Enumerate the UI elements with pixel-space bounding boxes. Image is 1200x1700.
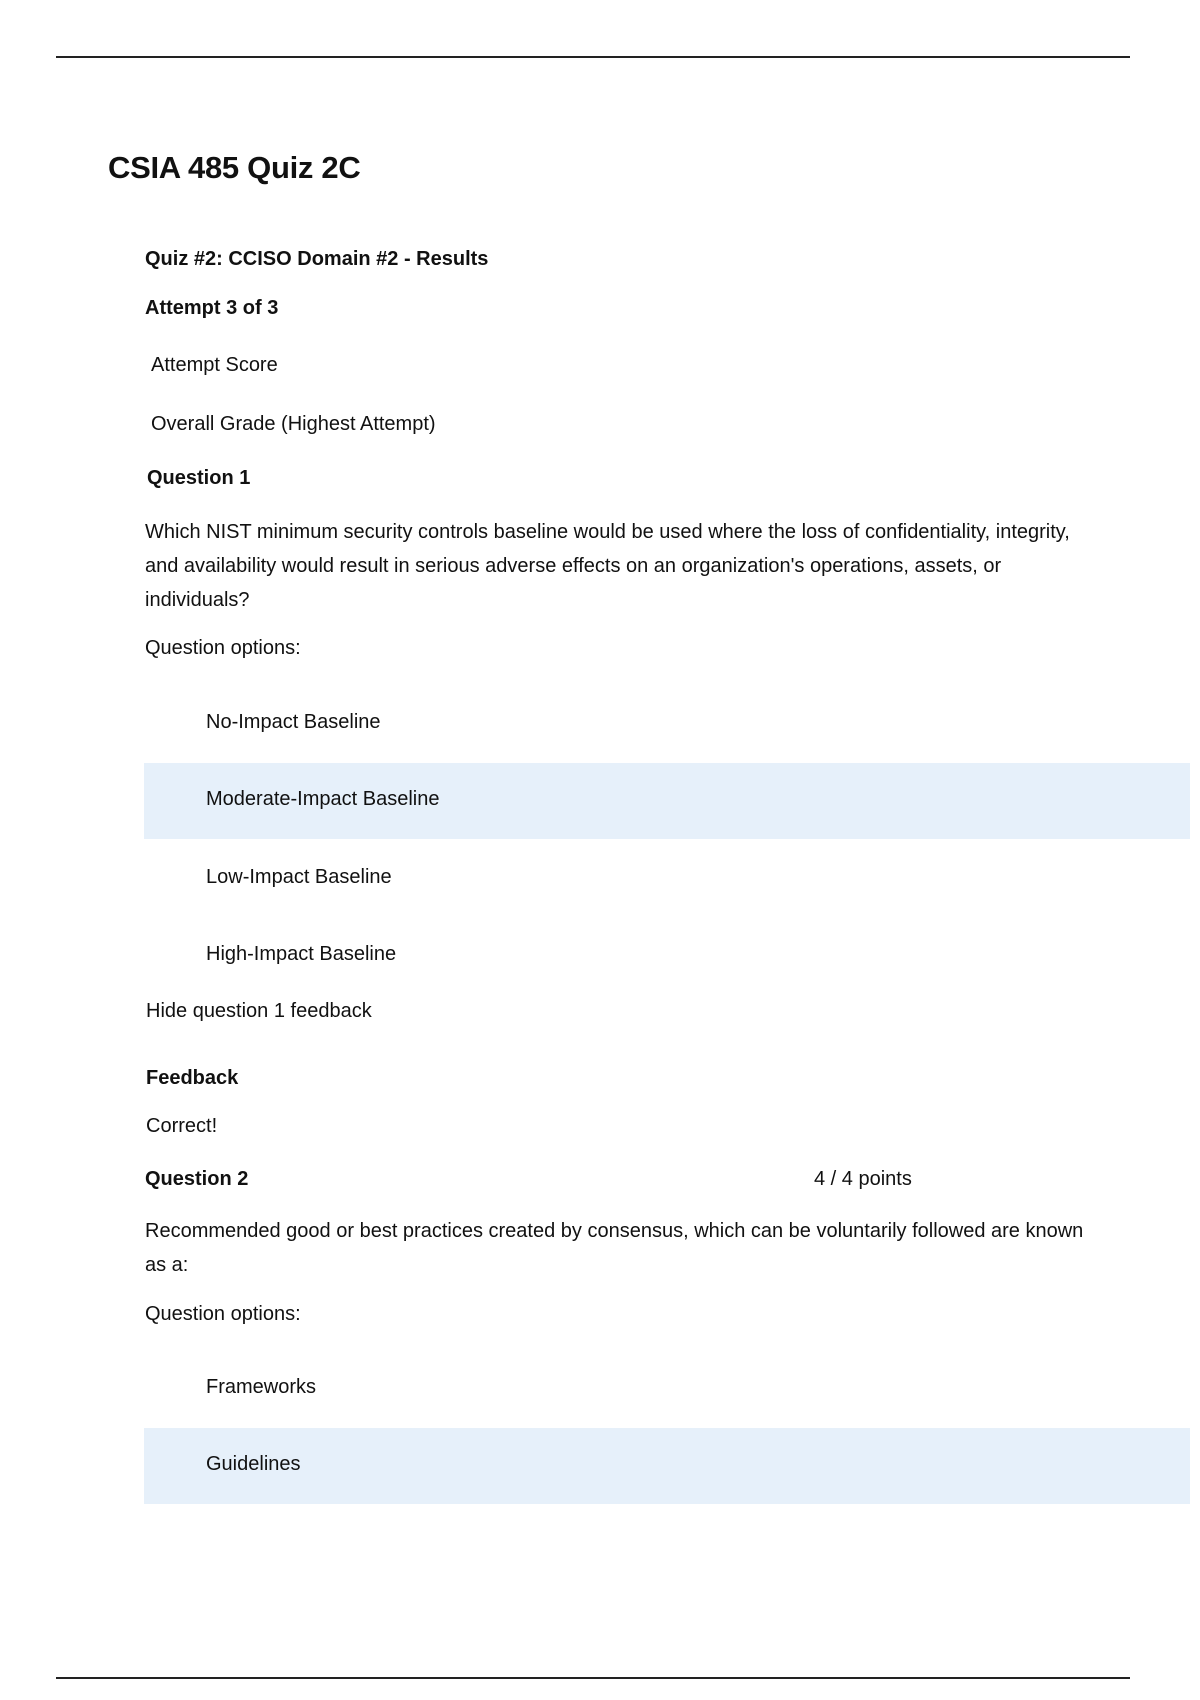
question-2-selected-option-highlight (144, 1428, 1190, 1504)
question-2-label: Question 2 (145, 1168, 249, 1190)
quiz-heading: Quiz #2: CCISO Domain #2 - Results (145, 248, 489, 270)
question-2-option[interactable]: Guidelines (206, 1453, 301, 1475)
question-1-option[interactable]: No-Impact Baseline (206, 711, 381, 733)
question-2-points: 4 / 4 points (814, 1168, 912, 1190)
feedback-heading: Feedback (146, 1067, 239, 1089)
overall-grade-label: Overall Grade (Highest Attempt) (151, 413, 436, 435)
question-1-label: Question 1 (147, 467, 251, 489)
footer-rule (56, 1677, 1130, 1679)
question-1-option[interactable]: Moderate-Impact Baseline (206, 788, 440, 810)
feedback-text: Correct! (146, 1115, 218, 1137)
page-title: CSIA 485 Quiz 2C (108, 150, 361, 185)
hide-feedback-link[interactable]: Hide question 1 feedback (146, 1000, 372, 1022)
attempt-score-label: Attempt Score (151, 354, 278, 376)
question-1-options-label: Question options: (145, 637, 301, 659)
question-2-text: Recommended good or best practices created by consensus, which can be voluntarily followed are known as a: (145, 1220, 1084, 1276)
question-1-text: Which NIST minimum security controls baseline would be used where the loss of confidentiality, integrity, and availability would result in serious adverse effects on an organization's operations, assets, or individuals? (145, 521, 1070, 611)
header-rule (56, 56, 1130, 58)
question-1-option[interactable]: High-Impact Baseline (206, 943, 397, 965)
attempt-label: Attempt 3 of 3 (145, 297, 279, 319)
question-2-option[interactable]: Frameworks (206, 1376, 317, 1398)
question-2-options-label: Question options: (145, 1303, 301, 1325)
question-1-option[interactable]: Low-Impact Baseline (206, 866, 392, 888)
